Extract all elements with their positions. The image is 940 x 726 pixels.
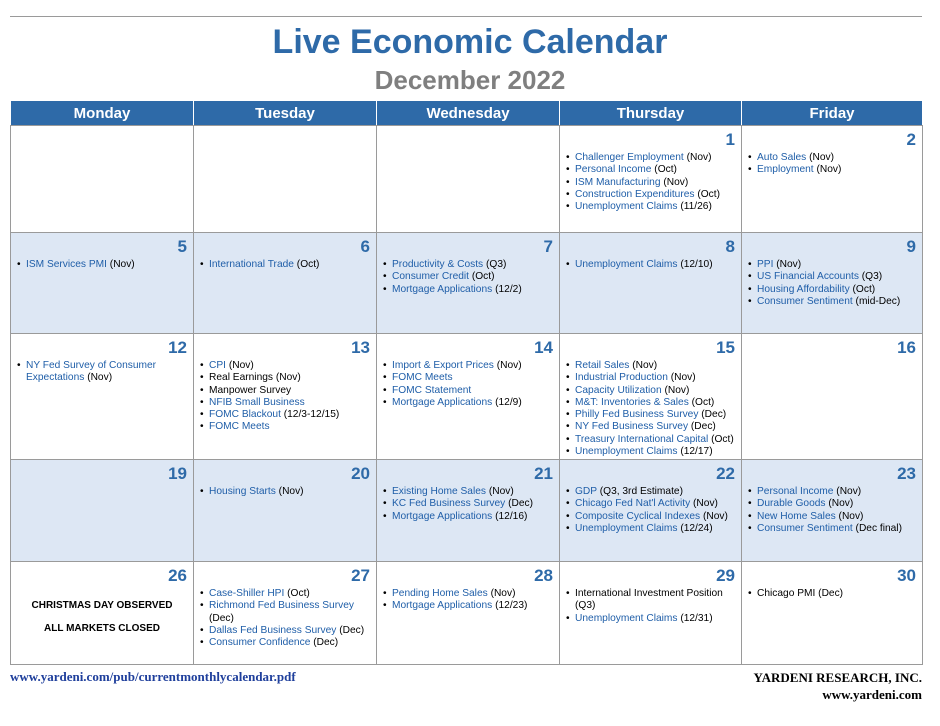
event-period: (Nov) (664, 384, 690, 396)
event-link[interactable]: Consumer Sentiment (757, 522, 853, 534)
event-period: (Nov) (228, 360, 254, 371)
event-period: (Oct) (852, 283, 876, 295)
event-period: (Nov) (275, 372, 301, 384)
event-period: (Q3) (486, 259, 507, 270)
event-item (566, 201, 737, 213)
event-list (194, 486, 376, 498)
weekday-header-thursday: Thursday (560, 101, 742, 126)
event-link[interactable]: ISM Manufacturing (575, 176, 661, 188)
event-period: (Q3) (575, 600, 596, 612)
event-period: (Nov) (838, 510, 864, 522)
week-row (11, 562, 923, 665)
event-link[interactable]: Philly Fed Business Survey (575, 409, 699, 421)
day-number: 22 (716, 464, 735, 483)
event-name: International Investment Position (575, 588, 723, 599)
day-cell (742, 334, 923, 460)
event-item (200, 372, 372, 384)
day-cell (560, 334, 742, 460)
day-cell (11, 233, 194, 334)
event-period: (Oct) (296, 259, 320, 270)
event-item (383, 372, 555, 384)
event-link[interactable]: Composite Cyclical Indexes (575, 510, 701, 522)
event-period: (Oct) (711, 433, 734, 445)
event-period: (Oct) (471, 271, 495, 283)
event-name: Real Earnings (209, 372, 273, 384)
event-item (566, 385, 737, 397)
event-link[interactable]: M&T: Inventories & Sales (575, 396, 689, 408)
event-link[interactable]: Durable Goods (757, 498, 826, 510)
weekday-header-friday: Friday (742, 101, 923, 126)
day-number: 13 (351, 338, 370, 357)
day-number: 8 (725, 237, 735, 256)
event-list (742, 259, 922, 308)
event-period: (Dec) (701, 409, 727, 421)
day-number: 21 (534, 464, 553, 483)
day-number: 7 (543, 237, 553, 256)
event-item (566, 613, 737, 625)
event-link[interactable]: Import & Export Prices (392, 360, 494, 371)
day-cell (377, 460, 560, 562)
event-link[interactable]: Chicago Fed Nat'l Activity (575, 498, 691, 510)
day-cell (742, 460, 923, 562)
event-link[interactable]: Capacity Utilization (575, 384, 662, 396)
event-item (748, 259, 918, 271)
week-row (11, 126, 923, 233)
event-name: Chicago PMI (757, 588, 816, 599)
event-item (566, 588, 737, 613)
day-cell (560, 562, 742, 665)
event-item (748, 523, 918, 535)
event-period: (Nov) (278, 486, 304, 497)
event-item (566, 152, 737, 164)
day-cell (742, 126, 923, 233)
event-item (566, 511, 737, 523)
footer-credits (753, 669, 922, 703)
calendar-grid (10, 100, 923, 665)
event-item (748, 588, 918, 600)
day-number: 2 (906, 130, 916, 149)
event-period: (Nov) (816, 164, 842, 176)
event-link[interactable]: GDP (575, 486, 597, 497)
event-list (742, 588, 922, 600)
event-item (566, 259, 737, 271)
day-cell (194, 334, 377, 460)
event-period: (Nov) (809, 152, 835, 163)
day-cell (194, 126, 377, 233)
event-link[interactable]: Personal Income (575, 164, 652, 176)
event-link[interactable]: Unemployment Claims (575, 446, 678, 458)
event-link[interactable]: KC Fed Business Survey (392, 498, 506, 510)
event-list (194, 259, 376, 271)
event-item (383, 360, 555, 372)
event-period: (Q3) (861, 271, 883, 283)
event-link[interactable]: Housing Affordability (757, 283, 850, 295)
event-period: (11/26) (680, 201, 712, 213)
day-number: 23 (897, 464, 916, 483)
event-period: (Dec) (339, 624, 365, 636)
event-link[interactable]: Construction Expenditures (575, 188, 695, 200)
event-link[interactable]: NFIB Small Business (209, 396, 305, 408)
day-number (11, 126, 193, 150)
event-period: (Dec) (818, 588, 844, 599)
event-link[interactable]: Pending Home Sales (392, 588, 488, 599)
event-link[interactable]: CPI (209, 360, 226, 371)
event-item (566, 498, 737, 510)
event-item (17, 259, 189, 271)
event-period: (Nov) (776, 259, 802, 270)
day-number: 30 (897, 566, 916, 585)
event-link[interactable]: PPI (757, 259, 774, 270)
weekday-header-wednesday: Wednesday (377, 101, 560, 126)
day-number: 6 (360, 237, 370, 256)
day-number: 29 (716, 566, 735, 585)
event-period: (Nov) (686, 152, 712, 163)
event-link[interactable]: Consumer Confidence (209, 637, 311, 649)
event-period: (Nov) (488, 486, 514, 497)
event-item (566, 409, 737, 421)
event-list (560, 588, 741, 625)
page-title: Live Economic Calendar (272, 23, 668, 61)
event-name: Manpower Survey (209, 384, 292, 396)
event-item (383, 600, 555, 612)
event-link[interactable]: Case-Shiller HPI (209, 588, 285, 599)
event-item (566, 372, 737, 384)
event-list (377, 259, 559, 296)
day-cell (194, 233, 377, 334)
event-period: (Nov) (632, 360, 658, 371)
event-item (200, 385, 372, 397)
event-period: (Nov) (836, 486, 862, 497)
event-link[interactable]: Housing Starts (209, 486, 276, 497)
day-number: 19 (168, 464, 187, 483)
event-period: (12/10) (680, 259, 713, 270)
event-link[interactable]: Challenger Employment (575, 152, 684, 163)
day-cell (560, 126, 742, 233)
event-link[interactable]: US Financial Accounts (757, 271, 859, 283)
event-link[interactable]: Unemployment Claims (575, 612, 678, 624)
event-link[interactable]: NY Fed Business Survey (575, 421, 689, 433)
day-number: 26 (168, 566, 187, 585)
day-number: 9 (906, 237, 916, 256)
event-item (566, 523, 737, 535)
event-period: (12/23) (495, 600, 528, 612)
event-period: (Nov) (702, 510, 728, 522)
event-item (200, 588, 372, 600)
event-link[interactable]: NY Fed Survey of Consumer Expectations (26, 360, 157, 384)
event-list (377, 360, 559, 409)
event-item (566, 421, 737, 433)
event-link[interactable]: Auto Sales (757, 152, 807, 163)
event-list (742, 152, 922, 177)
event-item (200, 397, 372, 409)
event-list (560, 486, 741, 535)
holiday-note: ALL MARKETS CLOSED (44, 623, 160, 634)
event-link[interactable]: Mortgage Applications (392, 600, 493, 612)
day-number: 27 (351, 566, 370, 585)
event-item (566, 434, 737, 446)
event-period: (12/24) (680, 522, 713, 534)
event-item (566, 397, 737, 409)
weekday-header-tuesday: Tuesday (194, 101, 377, 126)
event-link[interactable]: ISM Services PMI (26, 259, 107, 270)
top-rule (10, 16, 922, 17)
event-item (200, 625, 372, 637)
event-link[interactable]: Industrial Production (575, 372, 668, 384)
event-link[interactable]: Mortgage Applications (392, 510, 493, 522)
event-period: (Dec) (209, 612, 234, 624)
event-period: (Oct) (691, 396, 715, 408)
holiday-note: CHRISTMAS DAY OBSERVED (31, 600, 173, 611)
event-link[interactable]: International Trade (209, 259, 294, 270)
event-link[interactable]: FOMC Meets (209, 421, 270, 433)
event-item (383, 259, 555, 271)
event-item (748, 284, 918, 296)
event-link[interactable]: FOMC Blackout (209, 409, 281, 421)
event-period: (12/16) (495, 510, 528, 522)
event-period: (Nov) (496, 360, 522, 371)
weekday-header-row (11, 101, 923, 126)
event-link[interactable]: Mortgage Applications (392, 396, 493, 408)
event-list (11, 259, 193, 271)
event-period: (Oct) (287, 588, 310, 599)
day-cell (377, 233, 560, 334)
event-period: (12/9) (495, 396, 522, 408)
company-site-link[interactable]: www.yardeni.com (822, 687, 922, 702)
event-link[interactable]: Unemployment Claims (575, 201, 678, 213)
event-item (748, 271, 918, 283)
event-item (566, 446, 737, 458)
event-link[interactable]: New Home Sales (757, 510, 836, 522)
event-link[interactable]: Retail Sales (575, 360, 630, 371)
event-period: (Nov) (109, 259, 135, 270)
event-period: (12/2) (495, 283, 522, 295)
event-item (200, 421, 372, 433)
event-period: (Nov) (828, 498, 854, 510)
event-period: (12/17) (680, 446, 713, 458)
day-number (377, 126, 559, 150)
event-list (560, 152, 741, 213)
day-cell (377, 126, 560, 233)
month-subtitle: December 2022 (374, 65, 566, 95)
event-list (11, 360, 193, 385)
day-cell (560, 233, 742, 334)
day-number: 15 (716, 338, 735, 357)
event-item (200, 360, 372, 372)
event-list (560, 259, 741, 271)
event-period: (12/3-12/15) (283, 409, 340, 421)
event-item (748, 498, 918, 510)
day-cell (377, 562, 560, 665)
week-row (11, 460, 923, 562)
event-item (748, 486, 918, 498)
event-link[interactable]: Consumer Credit (392, 271, 469, 283)
day-cell (11, 334, 194, 460)
event-period: (Nov) (670, 372, 696, 384)
event-period: (Nov) (663, 176, 689, 188)
event-list (377, 588, 559, 613)
event-period: (Oct) (654, 164, 677, 176)
day-number: 1 (725, 130, 735, 149)
event-item (383, 486, 555, 498)
event-period: (Dec) (508, 498, 533, 510)
day-number (194, 126, 376, 150)
event-item (200, 600, 372, 625)
calendar-pdf-link[interactable]: www.yardeni.com/pub/currentmonthlycalendar.pdf (10, 669, 296, 684)
event-item (566, 177, 737, 189)
day-number: 16 (897, 338, 916, 357)
event-item (383, 271, 555, 283)
event-period: (Q3, 3rd Estimate) (599, 486, 683, 497)
event-item (200, 637, 372, 649)
event-link[interactable]: Mortgage Applications (392, 283, 493, 295)
event-item (17, 360, 189, 385)
event-item (383, 385, 555, 397)
event-link[interactable]: Productivity & Costs (392, 259, 484, 270)
event-item (566, 189, 737, 201)
event-item (748, 296, 918, 308)
event-period: (Dec final) (855, 522, 902, 534)
event-link[interactable]: Dallas Fed Business Survey (209, 624, 337, 636)
event-list (377, 486, 559, 523)
day-number: 14 (534, 338, 553, 357)
event-list (742, 486, 922, 535)
event-item (748, 164, 918, 176)
day-number: 12 (168, 338, 187, 357)
event-link[interactable]: Unemployment Claims (575, 259, 678, 270)
event-item (200, 486, 372, 498)
event-item (383, 511, 555, 523)
event-item (748, 152, 918, 164)
event-item (200, 409, 372, 421)
event-item (566, 164, 737, 176)
event-item (200, 259, 372, 271)
day-number: 5 (177, 237, 187, 256)
event-link[interactable]: Personal Income (757, 486, 834, 497)
event-item (383, 498, 555, 510)
event-list (194, 360, 376, 434)
day-cell (742, 562, 923, 665)
event-period: (Dec) (313, 637, 339, 649)
day-cell (742, 233, 923, 334)
day-cell (560, 460, 742, 562)
event-item (383, 588, 555, 600)
week-row (11, 334, 923, 460)
company-name: YARDENI RESEARCH, INC. (753, 670, 922, 685)
event-link[interactable]: Existing Home Sales (392, 486, 486, 497)
event-period: (Nov) (693, 498, 718, 510)
event-list (194, 588, 376, 649)
day-number: 28 (534, 566, 553, 585)
day-cell (194, 460, 377, 562)
event-link[interactable]: Consumer Sentiment (757, 295, 853, 307)
day-cell (194, 562, 377, 665)
event-period: (mid-Dec) (855, 295, 901, 307)
day-cell (11, 460, 194, 562)
event-item (566, 360, 737, 372)
event-list (560, 360, 741, 458)
event-period: (Nov) (87, 372, 113, 384)
event-item (383, 284, 555, 296)
day-cell (11, 126, 194, 233)
event-link[interactable]: Employment (757, 164, 814, 176)
event-link[interactable]: Unemployment Claims (575, 522, 678, 534)
week-row (11, 233, 923, 334)
event-item (748, 511, 918, 523)
event-link[interactable]: Richmond Fed Business Survey (209, 600, 354, 612)
weekday-header-monday: Monday (11, 101, 194, 126)
event-period: (Nov) (490, 588, 516, 599)
event-item (566, 486, 737, 498)
event-item (383, 397, 555, 409)
day-number: 20 (351, 464, 370, 483)
day-cell (11, 562, 194, 665)
event-period: (Dec) (690, 421, 716, 433)
event-period: (12/31) (680, 612, 713, 624)
event-period: (Oct) (697, 188, 720, 200)
day-cell (377, 334, 560, 460)
event-link[interactable]: FOMC Meets (392, 372, 453, 384)
event-link[interactable]: Treasury International Capital (575, 433, 709, 445)
event-link[interactable]: FOMC Statement (392, 384, 472, 396)
